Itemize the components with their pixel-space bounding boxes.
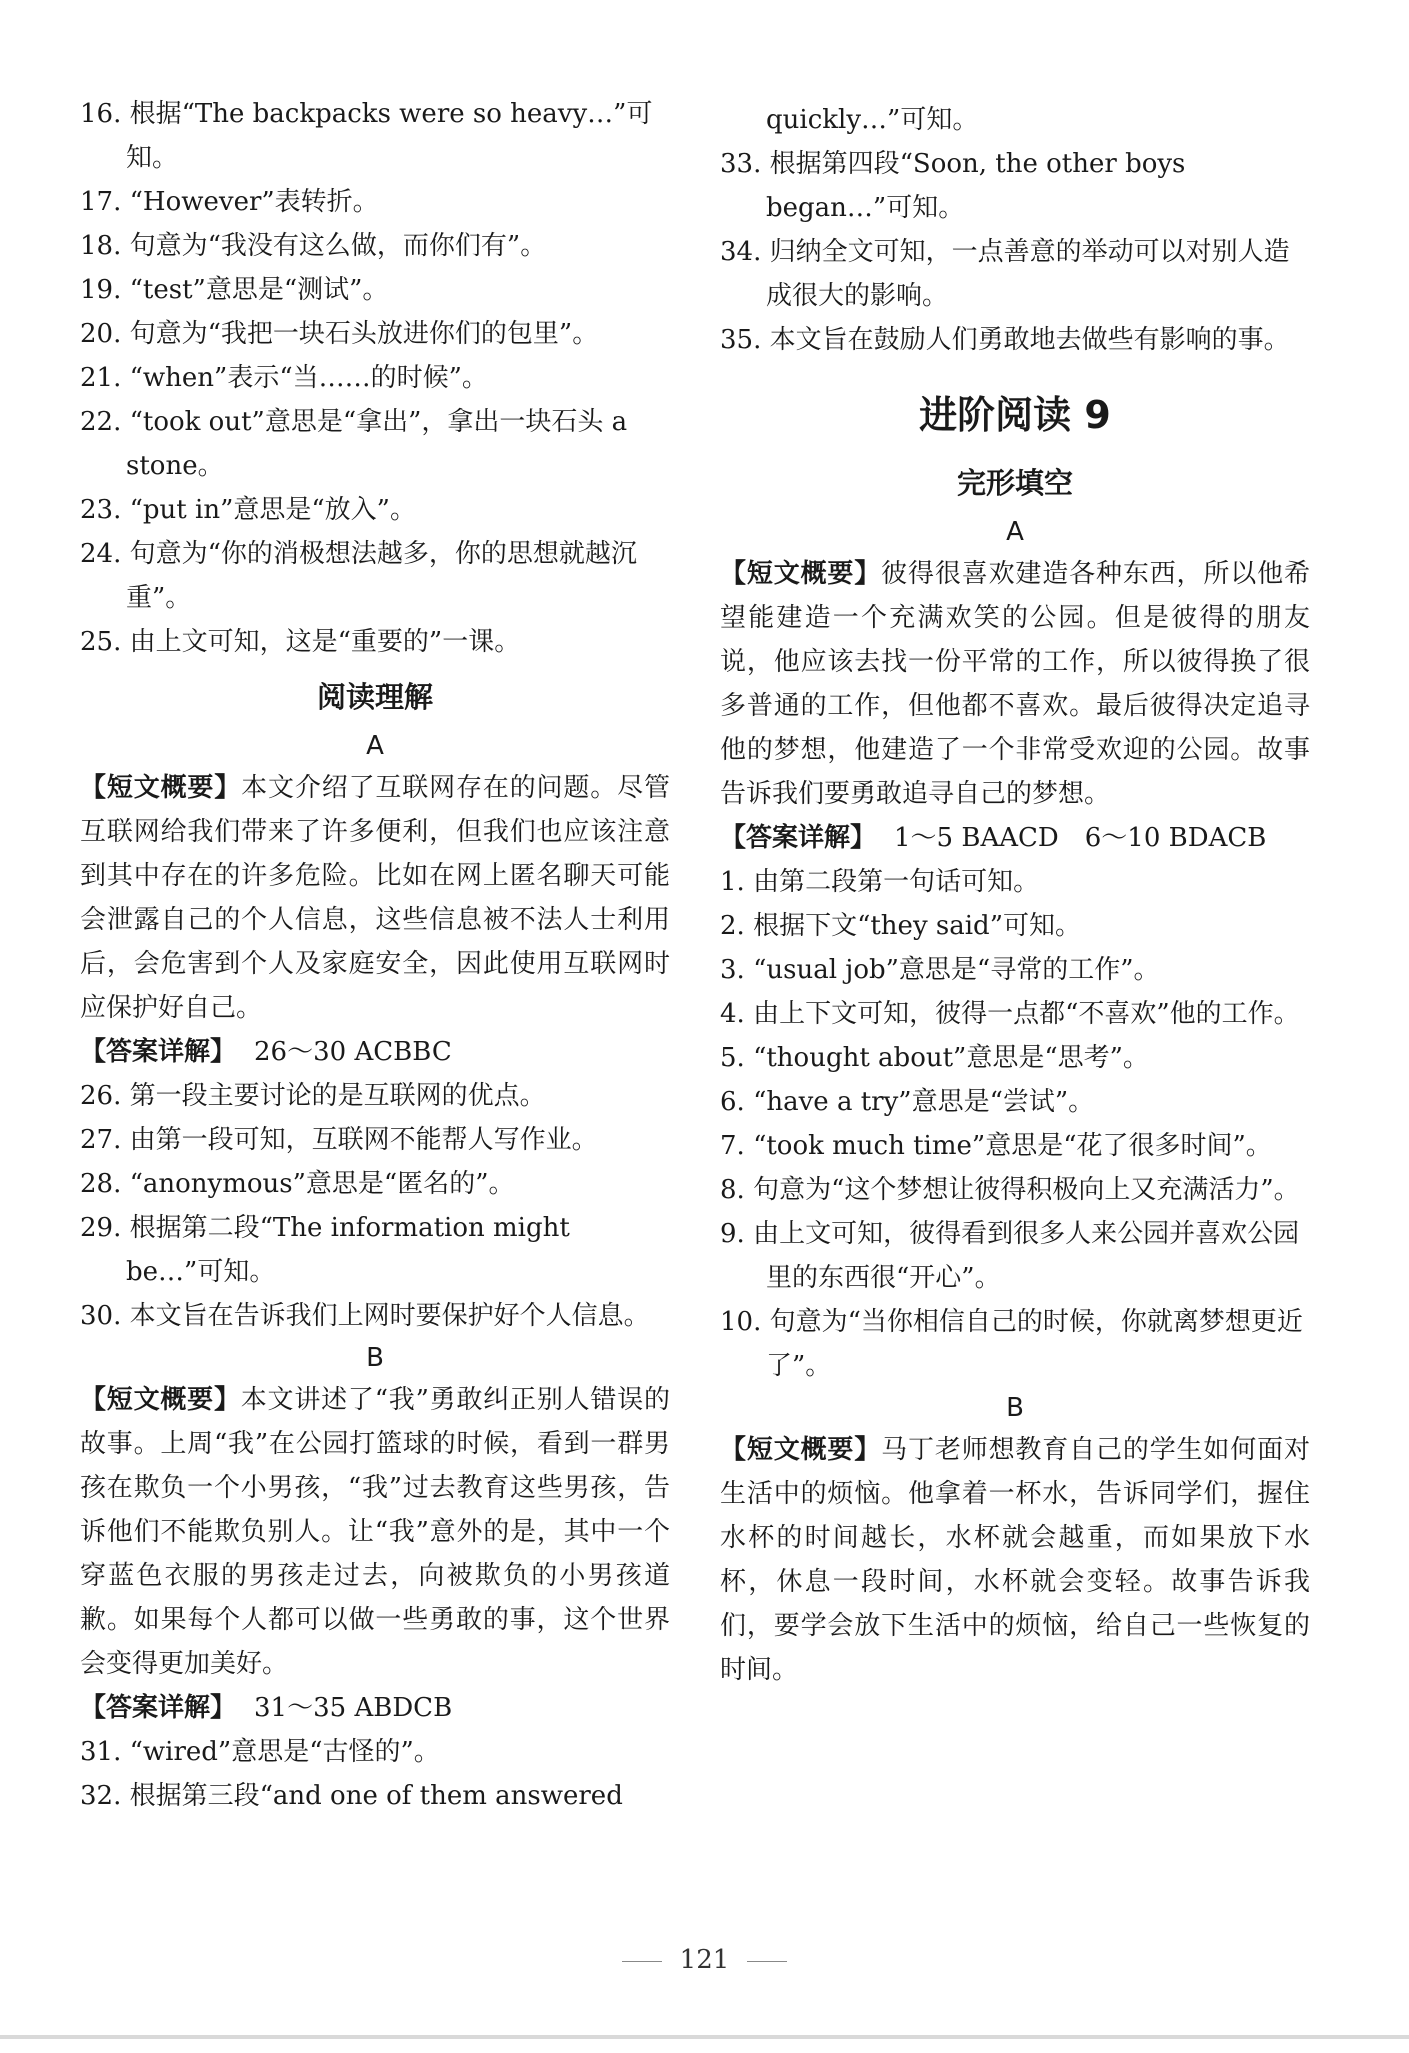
list-item: 5. “thought about”意思是“思考”。 — [720, 1043, 1149, 1073]
section-heading-cloze: 完形填空 — [956, 466, 1073, 500]
answers-values: 1～5 BAACD 6～10 BDACB — [894, 823, 1267, 853]
summary-text: 马丁老师想教育自己的学生如何面对生活中的烦恼。他拿着一杯水，告诉同学们，握住水杯的时间越长，水杯就会越重，而如果放下水杯，休息一段时间，水杯就会变轻。故事告诉我们，要学会放下生活中的烦恼，给自己一些恢复的时间。 — [720, 1435, 1310, 1685]
page-footer — [0, 1945, 1409, 1975]
left-column — [80, 92, 670, 1818]
section-letter: A — [1006, 517, 1024, 547]
answers-values: 31～35 ABDCB — [254, 1693, 453, 1723]
list-item: 20. 句意为“我把一块石头放进你们的包里”。 — [80, 319, 599, 349]
section-letter: B — [366, 1343, 384, 1373]
reading-section-a — [80, 726, 670, 1338]
list-item: 16. 根据“The backpacks were so heavy…”可知。 — [80, 99, 653, 173]
summary-tag: 【短文概要】 — [720, 559, 882, 589]
section-heading-reading: 阅读理解 — [316, 680, 433, 714]
footer-dash-left — [622, 1961, 662, 1962]
summary-paragraph — [720, 1428, 1310, 1692]
list-item: 33. 根据第四段“Soon, the other boys began…”可知。 — [720, 149, 1186, 223]
list-item: 3. “usual job”意思是“寻常的工作”。 — [720, 955, 1160, 985]
right-column — [720, 98, 1310, 1692]
summary-paragraph — [80, 1378, 670, 1686]
list-item: 25. 由上文可知，这是“重要的”一课。 — [80, 627, 521, 657]
cloze-section-b — [720, 1388, 1310, 1692]
summary-tag: 【短文概要】 — [720, 1435, 882, 1465]
footer-dash-right — [747, 1961, 787, 1962]
list-item: 17. “However”表转折。 — [80, 187, 379, 217]
list-item: 8. 句意为“这个梦想让彼得积极向上又充满活力”。 — [720, 1175, 1300, 1205]
list-item: 18. 句意为“我没有这么做，而你们有”。 — [80, 231, 547, 261]
summary-text: 本文介绍了互联网存在的问题。尽管互联网给我们带来了许多便利，但我们也应该注意到其中存在的许多危险。比如在网上匿名聊天可能会泄露自己的个人信息，这些信息被不法人士利用后，会危害到个人及家庭安全，因此使用互联网时应保护好自己。 — [80, 773, 670, 1023]
section-letter: B — [1006, 1393, 1024, 1423]
summary-text: 彼得很喜欢建造各种东西，所以他希望能建造一个充满欢笑的公园。但是彼得的朋友说，他应该去找一份平常的工作，所以彼得换了很多普通的工作，但他都不喜欢。最后彼得决定追寻他的梦想，他建造了一个非常受欢迎的公园。故事告诉我们要勇敢追寻自己的梦想。 — [720, 559, 1310, 809]
list-item: 7. “took much time”意思是“花了很多时间”。 — [720, 1131, 1272, 1161]
bottom-edge-line — [0, 2035, 1409, 2039]
answers-tag: 【答案详解】 — [720, 823, 877, 853]
list-item: 10. 句意为“当你相信自己的时候，你就离梦想更近了”。 — [720, 1307, 1303, 1381]
list-item: 32. 根据第三段“and one of them answered — [80, 1781, 623, 1811]
list-item: 28. “anonymous”意思是“匿名的”。 — [80, 1169, 515, 1199]
list-item: 23. “put in”意思是“放入”。 — [80, 495, 416, 525]
continued-text: quickly…”可知。 — [766, 105, 979, 135]
reading-section-b — [80, 1338, 670, 1818]
list-item: 27. 由第一段可知，互联网不能帮人写作业。 — [80, 1125, 598, 1155]
answers-tag: 【答案详解】 — [80, 1693, 237, 1723]
list-item: 35. 本文旨在鼓励人们勇敢地去做些有影响的事。 — [720, 325, 1290, 355]
list-item: 21. “when”表示“当……的时候”。 — [80, 363, 488, 393]
list-item: 19. “test”意思是“测试”。 — [80, 275, 389, 305]
answer-key — [80, 1030, 670, 1074]
vocab-list-left — [80, 92, 670, 664]
list-item: 31. “wired”意思是“古怪的”。 — [80, 1737, 440, 1767]
answers-tag: 【答案详解】 — [80, 1037, 237, 1067]
list-item: 1. 由第二段第一句话可知。 — [720, 867, 1040, 897]
list-item: 22. “took out”意思是“拿出”，拿出一块石头 a stone。 — [80, 407, 628, 481]
section-letter: A — [366, 731, 384, 761]
list-item: 34. 归纳全文可知，一点善意的举动可以对别人造成很大的影响。 — [720, 237, 1290, 311]
summary-paragraph — [80, 766, 670, 1030]
list-item: 29. 根据第二段“The information might be…”可知。 — [80, 1213, 570, 1287]
list-item: 26. 第一段主要讨论的是互联网的优点。 — [80, 1081, 546, 1111]
section-heading-advanced: 进阶阅读 9 — [919, 393, 1111, 437]
summary-tag: 【短文概要】 — [80, 1385, 241, 1415]
summary-text: 本文讲述了“我”勇敢纠正别人错误的故事。上周“我”在公园打篮球的时候，看到一群男孩在欺负一个小男孩，“我”过去教育这些男孩，告诉他们不能欺负别人。让“我”意外的是，其中一个穿蓝色衣服的男孩走过去，向被欺负的小男孩道歉。如果每个人都可以做一些勇敢的事，这个世界会变得更加美好。 — [80, 1385, 670, 1679]
list-item: 4. 由上下文可知，彼得一点都“不喜欢”他的工作。 — [720, 999, 1300, 1029]
list-item: 2. 根据下文“they said”可知。 — [720, 911, 1081, 941]
list-item: 24. 句意为“你的消极想法越多，你的思想就越沉重”。 — [80, 539, 637, 613]
answer-key — [720, 816, 1310, 860]
list-item: 30. 本文旨在告诉我们上网时要保护好个人信息。 — [80, 1301, 650, 1331]
answers-values: 26～30 ACBBC — [254, 1037, 452, 1067]
page-number: 121 — [679, 1945, 730, 1975]
cloze-section-a — [720, 512, 1310, 1388]
summary-tag: 【短文概要】 — [80, 773, 242, 803]
answer-key — [80, 1686, 670, 1730]
list-item: 6. “have a try”意思是“尝试”。 — [720, 1087, 1095, 1117]
summary-paragraph — [720, 552, 1310, 816]
list-item: 9. 由上文可知，彼得看到很多人来公园并喜欢公园里的东西很“开心”。 — [720, 1219, 1300, 1293]
